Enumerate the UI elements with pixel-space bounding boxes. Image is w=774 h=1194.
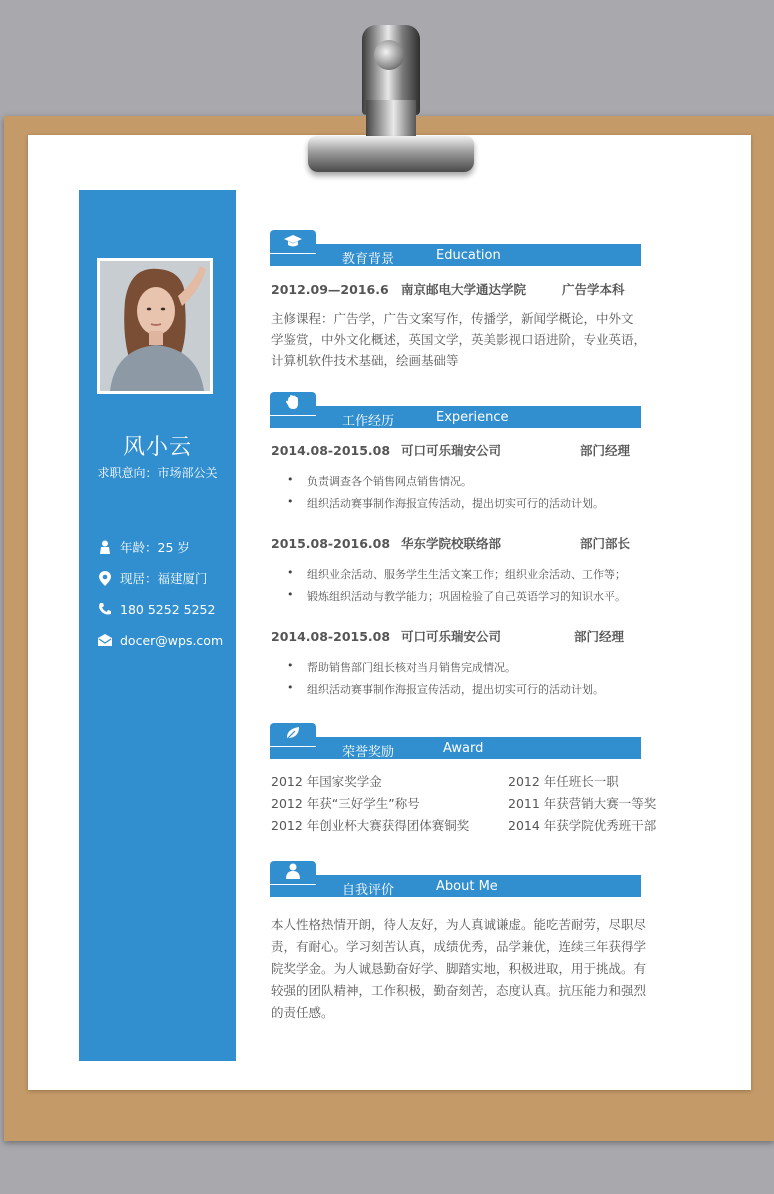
work-1-period: 2014.08-2015.08	[271, 443, 391, 458]
education-header-bar	[270, 244, 641, 266]
location-text: 现居：福建厦门	[120, 571, 208, 586]
education-tab	[270, 230, 316, 254]
location-pin-icon	[97, 570, 113, 586]
about-tab	[270, 861, 316, 885]
job-intent: 求职意向：市场部公关	[97, 466, 218, 480]
award-right-3: 2014 年获学院优秀班干部	[508, 818, 657, 833]
work-3-role: 部门经理	[574, 629, 625, 644]
work-2-item-1: • 组织业余活动、服务学生生活文案工作；组织业余活动、工作等；	[289, 566, 626, 582]
education-degree: 广告学本科	[562, 282, 625, 297]
work-tab	[270, 392, 316, 416]
age-row	[97, 537, 190, 557]
work-2-period: 2015.08-2016.08	[271, 536, 391, 551]
work-1-item-1: • 负责调查各个销售网点销售情况。	[289, 473, 472, 489]
award-title: 荣誉奖励	[342, 745, 395, 760]
binder-clip-neck	[366, 100, 416, 140]
about-line-4: 较强的团队精神，工作积极，勤奋刻苦，态度认真。抗压能力和强烈	[271, 983, 647, 998]
phone-text: 180 5252 5252	[120, 601, 216, 617]
work-2-item-2: • 锻炼组织活动与教学能力；巩固检验了自己英语学习的知识水平。	[289, 588, 626, 604]
award-tab	[270, 723, 316, 747]
education-title-en: Education	[436, 248, 501, 263]
award-right-1: 2012 年任班长一职	[508, 774, 619, 789]
education-courses-line-1: 主修课程：广告学，广告文案写作，传播学，新闻学概论，中外文	[271, 311, 634, 326]
about-line-3: 院奖学金。为人诚恳勤奋好学、脚踏实地，积极进取，用于挑战。有	[271, 961, 647, 976]
work-1-role: 部门经理	[580, 443, 631, 458]
education-courses-line-3: 计算机软件技术基础，绘画基础等	[271, 353, 459, 368]
award-header-bar	[270, 737, 641, 759]
education-courses-line-2: 学鉴赏，中外文化概述，英国文学，英美影视口语进阶，专业英语，	[271, 332, 647, 347]
education-school: 南京邮电大学通达学院	[401, 282, 527, 297]
user-icon	[286, 863, 300, 883]
hand-icon	[285, 394, 301, 414]
binder-clip-hole	[374, 40, 404, 70]
binder-clip-base	[308, 136, 474, 172]
work-2-role: 部门部长	[580, 536, 631, 551]
leaf-icon	[285, 725, 301, 745]
award-right-2: 2011 年获营销大赛一等奖	[508, 796, 657, 811]
email-row	[97, 630, 223, 650]
about-title-en: About Me	[436, 879, 498, 894]
about-line-2: 责，有耐心。学习刻苦认真，成绩优秀，品学兼优，连续三年获得学	[271, 939, 647, 954]
email-icon	[97, 632, 113, 648]
work-title-en: Experience	[436, 410, 509, 425]
work-1-item-2: • 组织活动赛事制作海报宣传活动，提出切实可行的活动计划。	[289, 495, 604, 511]
work-3-company: 可口可乐瑞安公司	[401, 629, 502, 644]
work-3-item-2: • 组织活动赛事制作海报宣传活动，提出切实可行的活动计划。	[289, 681, 604, 697]
person-icon	[97, 539, 113, 555]
award-left-2: 2012 年获“三好学生”称号	[271, 796, 420, 811]
phone-icon	[97, 601, 113, 617]
award-left-3: 2012 年创业杯大赛获得团体赛铜奖	[271, 818, 470, 833]
work-1-company: 可口可乐瑞安公司	[401, 443, 502, 458]
work-2-company: 华东学院校联络部	[401, 536, 502, 551]
about-line-5: 的责任感。	[271, 1005, 334, 1020]
work-3-item-1: • 帮助销售部门组长核对当月销售完成情况。	[289, 659, 516, 675]
phone-row	[97, 599, 215, 619]
location-row	[97, 568, 208, 588]
about-title: 自我评价	[342, 883, 395, 898]
work-header-bar	[270, 406, 641, 428]
email-text: docer@wps.com	[120, 632, 224, 648]
about-line-1: 本人性格热情开朗，待人友好，为人真诚谦虚。能吃苦耐劳，尽职尽	[271, 917, 647, 932]
profile-name: 风小云	[122, 435, 192, 460]
sidebar	[79, 190, 236, 1061]
profile-photo	[97, 258, 213, 394]
work-title: 工作经历	[342, 414, 395, 429]
award-title-en: Award	[443, 741, 484, 756]
work-3-period: 2014.08-2015.08	[271, 629, 391, 644]
about-header-bar	[270, 875, 641, 897]
age-text: 年龄：25 岁	[120, 540, 190, 555]
graduation-cap-icon	[284, 233, 302, 252]
education-title: 教育背景	[342, 252, 395, 267]
award-left-1: 2012 年国家奖学金	[271, 774, 382, 789]
education-period: 2012.09—2016.6	[271, 282, 389, 297]
